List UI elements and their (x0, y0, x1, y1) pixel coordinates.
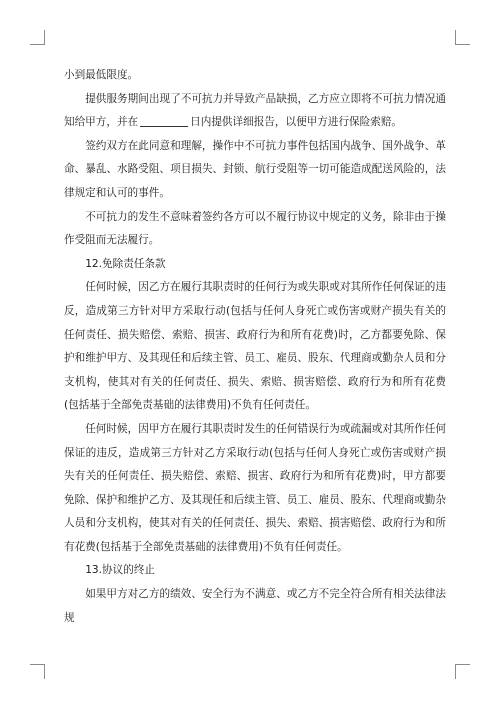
paragraph-force-majeure-obligations: 不可抗力的发生不意味着签约各方可以不履行协议中规定的义务，除非由于操作受阻而无法履行。 (64, 210, 446, 247)
document-page (64, 64, 446, 630)
section-heading-12: 12.免除责任条款 (85, 257, 166, 270)
section-heading-13: 13.协议的终止 (85, 564, 156, 577)
fill-in-blank (140, 114, 188, 127)
paragraph-party-a-indemnity: 任何时候，因甲方在履行其职责时发生的任何错误行为或疏漏或对其所作任何保证的违反，造成第三方针对乙方采取行动(包括与任何人身死亡或伤害或财产损失有关的任何责任、损失赔偿、索赔、损害、政府行为和所有花费)时，甲方都要免除、保护和维护乙方、及其现任和后续主管、员工、雇员、股东、代理商或勤杂人员和分支机构，使其对有关的任何责任、损失、索赔、损害赔偿、政府行为和所有花费(包括基于全部免责基础的法律费用)不负有任何责任。 (64, 422, 446, 553)
paragraph-force-majeure-notice (64, 88, 446, 135)
paragraph-party-b-indemnity: 任何时候，因乙方在履行其职责时的任何行为或失职或对其所作任何保证的违反，造成第三方针对甲方采取行动(包括与任何人身死亡或伤害或财产损失有关的任何责任、损失赔偿、索赔、损害、政府行为和所有花费)时，乙方都要免除、保护和维护甲方、及其现任和后续主管、员工、雇员、股东、代理商或勤杂人员和分支机构，使其对有关的任何责任、损失、索赔、损害赔偿、政府行为和所有花费(包括基于全部免责基础的法律费用)不负有任何责任。 (64, 281, 446, 412)
paragraph-force-majeure-events: 签约双方在此同意和理解，操作中不可抗力事件包括国内战争、国外战争、革命、暴乱、水路受阻、项目损失、封锁、航行受阻等一切可能造成配送风险的，法律规定和认可的事件。 (64, 139, 446, 199)
crop-mark-top-left (30, 30, 45, 45)
paragraph-continuation: 小到最低限度。 (64, 69, 139, 81)
crop-mark-top-right (455, 30, 470, 45)
paragraph-text: 提供服务期间出现了不可抗力并导致产品缺损，乙方应立即将不可抗力情况通知给甲方，并在 (64, 92, 446, 129)
paragraph-termination: 如果甲方对乙方的绩效、安全行为不满意、或乙方不完全符合所有相关法律法规 (64, 588, 446, 624)
crop-mark-bottom-right (455, 664, 470, 679)
crop-mark-bottom-left (30, 664, 45, 679)
paragraph-text: 日内提供详细报告，以便甲方进行保险索赔。 (190, 116, 403, 129)
